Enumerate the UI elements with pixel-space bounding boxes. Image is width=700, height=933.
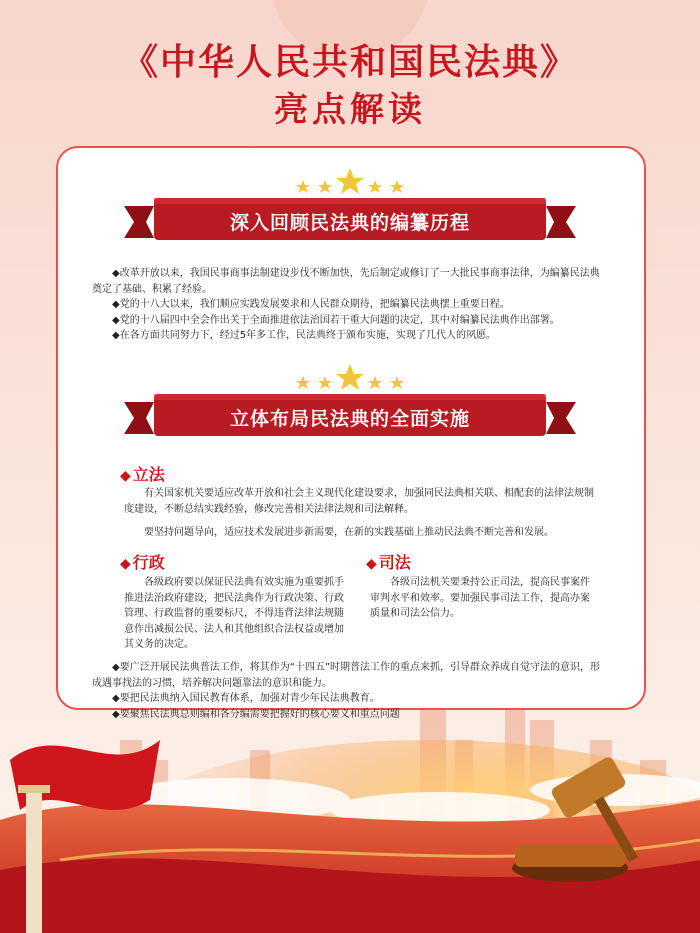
- xingzheng-label: 行政: [132, 553, 165, 572]
- diamond-icon: ◆: [120, 556, 131, 572]
- diamond-icon: ◆: [366, 556, 377, 572]
- section1-body: [92, 266, 602, 344]
- lifa-heading: [120, 462, 165, 485]
- section1-banner: [124, 192, 576, 250]
- lifa-paragraph-1: 有关国家机关要适应改革开放和社会主义现代化建设要求，加强同民法典相关联、相配套的法律法规制度建设，不断总结实践经验，修改完善相关法律法规和司法解释。: [124, 488, 594, 515]
- diamond-icon: ◆: [120, 468, 131, 484]
- xingzheng-paragraph: 各级政府要以保证民法典有效实施为重要抓手推进法治政府建设，把民法典作为行政决策、行政管理、行政监督的重要标尺，不得违背法律法规随意作出减损公民、法人和其他组织合法权益或增加其义务的决定。: [124, 577, 344, 651]
- section2-bullet-2: ◆要把民法典纳入国民教育体系，加强对青少年民法典教育。: [112, 693, 380, 705]
- lifa-label: 立法: [132, 465, 165, 484]
- section1-bullet-1: ◆改革开放以来，我国民事商事法制建设步伐不断加快，先后制定或修订了一大批民事商事法律，为编纂民法典奠定了基础、积累了经验。: [92, 268, 600, 295]
- section1-heading: 深入回顾民法典的编纂历程: [229, 212, 470, 234]
- section2-heading: 立体布局民法典的全面实施: [229, 408, 470, 430]
- xingzheng-heading: [120, 550, 165, 573]
- section2-banner: [124, 388, 576, 446]
- poster-title-line1: 《中华人民共和国民法典》: [121, 42, 578, 83]
- sifa-paragraph: 各级司法机关要秉持公正司法，提高民事案件审判水平和效率。要加强民事司法工作，提高办案质量和司法公信力。: [370, 577, 590, 620]
- xingzheng-body: [124, 575, 352, 653]
- lifa-paragraph-2: 要坚持问题导向，适应技术发展进步新需要，在新的实践基础上推动民法典不断完善和发展。: [144, 527, 554, 539]
- sifa-body: [370, 575, 590, 622]
- sifa-label: 司法: [378, 553, 411, 572]
- section1-bullet-3: ◆党的十八届四中全会作出关于全面推进依法治国若干重大问题的决定，其中对编纂民法典作出部署。: [112, 314, 560, 326]
- section2-bullet-3: ◆要聚焦民法典总则编和各分编需要把握好的核心要义和重点问题: [112, 708, 400, 720]
- poster-title-line2: 亮点解读: [274, 90, 426, 130]
- section1-bullet-2: ◆党的十八大以来，我们顺应实践发展要求和人民群众期待，把编纂民法典摆上重要日程。: [112, 299, 510, 311]
- section2-bullet-1: ◆要广泛开展民法典普法工作，将其作为“十四五”时期普法工作的重点来抓，引导群众养成自觉守法的意识，形成遇事找法的习惯，培养解决问题靠法的意识和能力。: [92, 662, 601, 689]
- section1-bullet-4: ◆在各方面共同努力下，经过5年多工作，民法典终于颁布实施，实现了几代人的夙愿。: [112, 330, 497, 342]
- section2-bullets: [92, 660, 602, 722]
- lifa-body: [124, 486, 594, 541]
- sifa-heading: [366, 550, 411, 573]
